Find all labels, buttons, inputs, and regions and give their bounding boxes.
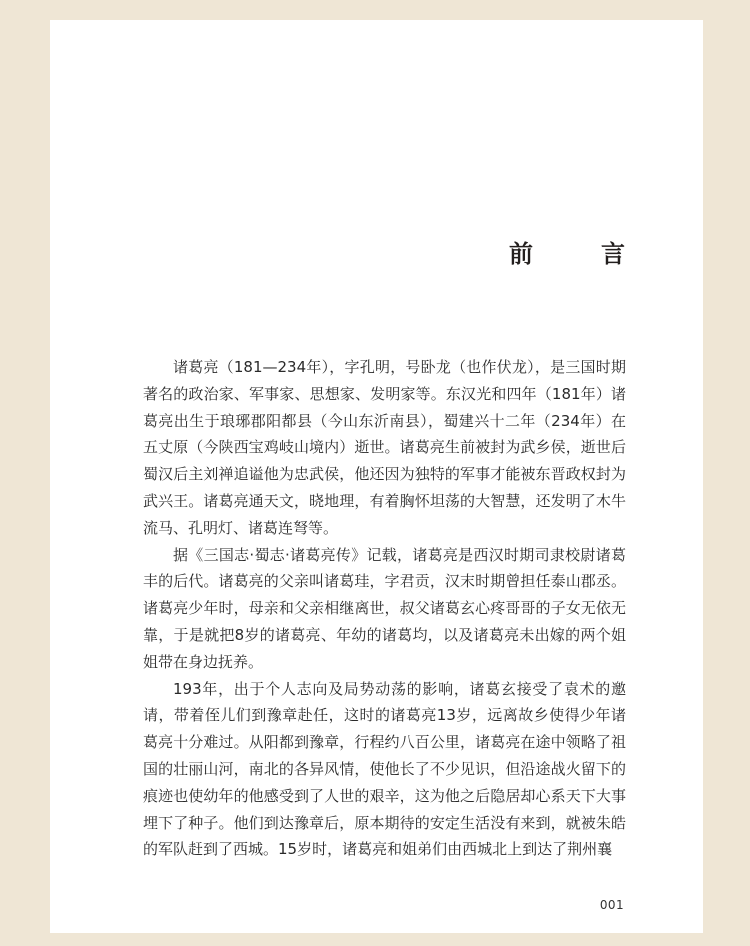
preface-body [143, 354, 626, 863]
paragraph: 193年，出于个人志向及局势动荡的影响，诸葛玄接受了袁术的邀请，带着侄儿们到豫章赴任，这时的诸葛亮13岁，远离故乡使得少年诸葛亮十分难过。从阳都到豫章，行程约八百公里，诸葛亮在途中领略了祖国的壮丽山河，南北的各异风情，使他长了不少见识，但沿途战火留下的痕迹也使幼年的他感受到了人世的艰辛，这为他之后隐居却心系天下大事埋下了种子。他们到达豫章后，原本期待的安定生活没有来到，就被朱皓的军队赶到了西城。15岁时，诸葛亮和姐弟们由西城北上到达了荆州襄 [143, 679, 626, 859]
page-number: 001 [599, 898, 624, 912]
paragraph: 诸葛亮（181—234年），字孔明，号卧龙（也作伏龙），是三国时期著名的政治家、军事家、思想家、发明家等。东汉光和四年（181年）诸葛亮出生于琅琊郡阳都县（今山东沂南县），蜀建兴十二年（234年）在五丈原（今陕西宝鸡岐山境内）逝世。诸葛亮生前被封为武乡侯，逝世后蜀汉后主刘禅追谥他为忠武侯，他还因为独特的军事才能被东晋政权封为武兴王。诸葛亮通天文，晓地理，有着胸怀坦荡的大智慧，还发明了木牛流马、孔明灯、诸葛连弩等。 [143, 358, 626, 537]
page-title: 前 言 [509, 239, 647, 268]
paragraph: 据《三国志·蜀志·诸葛亮传》记载，诸葛亮是西汉时期司隶校尉诸葛丰的后代。诸葛亮的父亲叫诸葛珪，字君贡，汉末时期曾担任泰山郡丞。诸葛亮少年时，母亲和父亲相继离世，叔父诸葛玄心疼哥哥的子女无依无靠，于是就把8岁的诸葛亮、年幼的诸葛均，以及诸葛亮未出嫁的两个姐姐带在身边抚养。 [143, 545, 626, 671]
book-page [50, 20, 703, 933]
